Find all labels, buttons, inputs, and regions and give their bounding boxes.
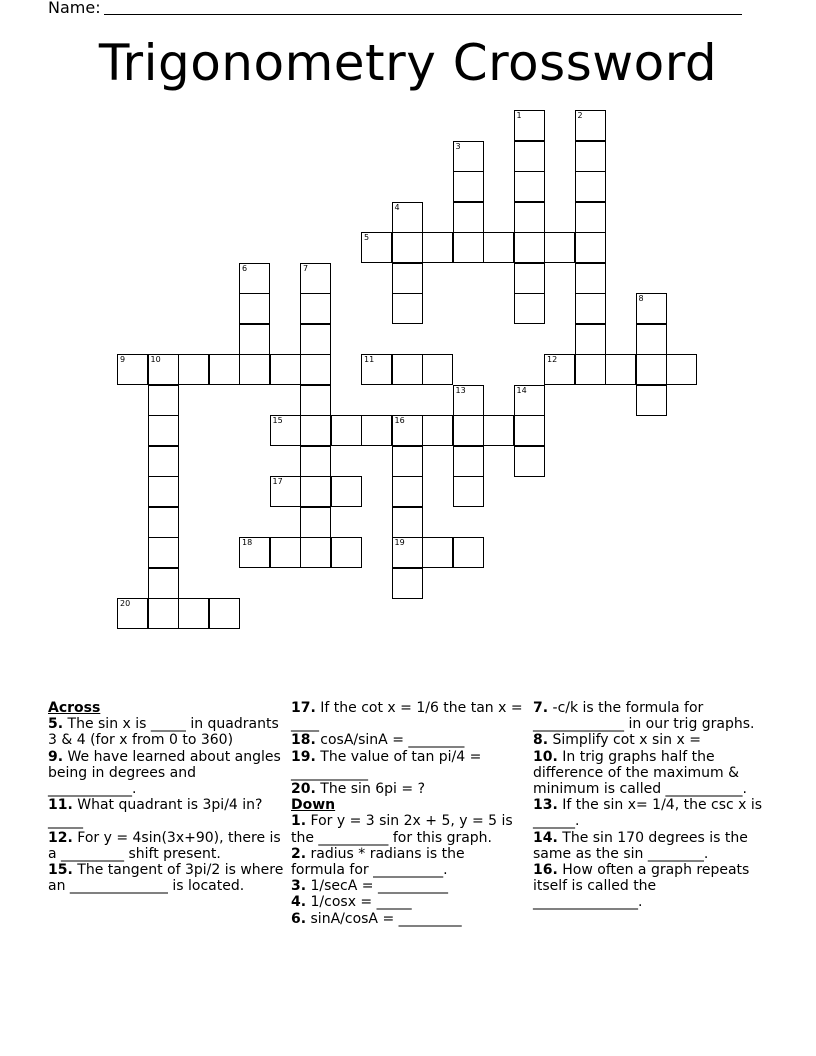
grid-cell[interactable] <box>575 354 606 385</box>
clue-down-8: 8. Simplify cot x sin x = <box>533 732 701 749</box>
grid-cell[interactable] <box>392 507 423 538</box>
grid-cell[interactable] <box>361 232 392 263</box>
clues-column-1 <box>48 700 284 894</box>
grid-cell[interactable] <box>300 446 331 477</box>
clue-down-6: 6. sinA/cosA = _________ <box>291 910 462 927</box>
grid-cell[interactable] <box>117 598 148 629</box>
grid-cell[interactable] <box>148 354 179 385</box>
grid-cell[interactable] <box>331 476 362 507</box>
grid-cell[interactable] <box>453 537 484 568</box>
grid-cell[interactable] <box>300 476 331 507</box>
grid-cell[interactable] <box>575 141 606 172</box>
grid-cell[interactable] <box>209 354 240 385</box>
grid-cell[interactable] <box>453 202 484 233</box>
cell-number: 20 <box>120 599 131 608</box>
grid-cell[interactable] <box>514 232 545 263</box>
grid-cell[interactable] <box>148 415 179 446</box>
grid-cell[interactable] <box>544 354 575 385</box>
clue-across-20: 20. The sin 6pi = ? <box>291 781 426 798</box>
clue-down-10: 10. In trig graphs half the difference of the maximum & minimum is called ___________. <box>533 748 747 798</box>
cell-number: 3 <box>455 141 461 151</box>
grid-cell[interactable] <box>148 446 179 477</box>
cell-number: 12 <box>547 355 558 364</box>
clue-down-2: 2. radius * radians is the formula for __________. <box>291 845 465 879</box>
grid-cell[interactable] <box>178 598 209 629</box>
cell-number: 2 <box>577 111 583 120</box>
grid-cell[interactable] <box>270 415 301 446</box>
clue-down-13: 13. If the sin x= 1/4, the csc x is ______. <box>533 797 763 830</box>
grid-cell[interactable] <box>300 293 331 324</box>
clue-down-16: 16. How often a graph repeats itself is called the _______________. <box>533 862 750 911</box>
grid-cell[interactable] <box>514 263 545 294</box>
grid-cell[interactable] <box>575 232 606 263</box>
grid-cell[interactable] <box>636 354 667 385</box>
down-header: Down <box>291 797 336 814</box>
grid-cell[interactable] <box>453 171 484 202</box>
clue-down-1: 1. For y = 3 sin 2x + 5, y = 5 is the __________ for this graph. <box>291 813 513 846</box>
grid-cell[interactable] <box>453 446 484 477</box>
cell-number: 15 <box>272 416 283 425</box>
grid-cell[interactable] <box>666 354 697 385</box>
grid-cell[interactable] <box>636 385 667 416</box>
grid-cell[interactable] <box>392 232 423 263</box>
grid-cell[interactable] <box>575 324 606 355</box>
grid-cell[interactable] <box>148 476 179 507</box>
grid-cell[interactable] <box>148 507 179 538</box>
grid-cell[interactable] <box>361 415 392 446</box>
clue-across-18: 18. cosA/sinA = ________ <box>291 732 465 749</box>
grid-cell[interactable] <box>483 232 514 263</box>
grid-cell[interactable] <box>300 324 331 355</box>
clues-column-2 <box>291 700 523 927</box>
clue-down-14: 14. The sin 170 degrees is the same as the sin ________. <box>533 829 748 862</box>
grid-cell[interactable] <box>239 537 270 568</box>
grid-cell[interactable] <box>636 293 667 324</box>
grid-cell[interactable] <box>453 141 484 172</box>
grid-cell[interactable] <box>361 354 392 385</box>
grid-cell[interactable] <box>514 171 545 202</box>
clue-across-5: 5. The sin x is _____ in quadrants 3 & 4 (for x from 0 to 360) <box>48 716 279 749</box>
page-title: Trigonometry Crossword <box>98 34 718 92</box>
cell-number: 4 <box>394 202 400 212</box>
grid-cell[interactable] <box>544 232 575 263</box>
clue-across-9: 9. We have learned about angles being in degrees and ____________. <box>48 748 281 798</box>
grid-cell[interactable] <box>422 537 453 568</box>
grid-cell[interactable] <box>392 202 423 233</box>
grid-cell[interactable] <box>148 537 179 568</box>
grid-cell[interactable] <box>239 324 270 355</box>
cell-number: 16 <box>394 416 405 425</box>
grid-cell[interactable] <box>575 293 606 324</box>
clue-across-11: 11. What quadrant is 3pi/4 in? _____ <box>48 797 263 830</box>
clues-column-3 <box>533 700 769 911</box>
grid-cell[interactable] <box>575 263 606 294</box>
grid-cell[interactable] <box>392 537 423 568</box>
grid-cell[interactable] <box>270 537 301 568</box>
grid-cell[interactable] <box>148 598 179 629</box>
cell-number: 13 <box>455 385 466 395</box>
grid-cell[interactable] <box>239 354 270 385</box>
grid-cell[interactable] <box>453 232 484 263</box>
grid-cell[interactable] <box>392 568 423 599</box>
cell-number: 7 <box>303 263 309 273</box>
grid-cell[interactable] <box>483 415 514 446</box>
grid-cell[interactable] <box>392 415 423 446</box>
cell-number: 11 <box>364 355 375 364</box>
grid-cell[interactable] <box>331 537 362 568</box>
grid-cell[interactable] <box>636 324 667 355</box>
grid-cell[interactable] <box>392 263 423 294</box>
grid-cell[interactable] <box>300 263 331 294</box>
grid-cell[interactable] <box>575 171 606 202</box>
clue-across-15: 15. The tangent of 3pi/2 is where an ______________ is located. <box>48 862 284 895</box>
cell-number: 8 <box>638 294 644 303</box>
grid-cell[interactable] <box>514 141 545 172</box>
grid-cell[interactable] <box>148 385 179 416</box>
grid-cell[interactable] <box>300 507 331 538</box>
grid-cell[interactable] <box>514 202 545 233</box>
cell-number: 6 <box>242 263 248 273</box>
clue-down-4: 4. 1/cosx = _____ <box>291 894 412 911</box>
cell-number: 1 <box>516 111 522 120</box>
grid-cell[interactable] <box>117 354 148 385</box>
grid-cell[interactable] <box>239 263 270 294</box>
grid-cell[interactable] <box>575 110 606 141</box>
grid-cell[interactable] <box>514 446 545 477</box>
grid-cell[interactable] <box>209 598 240 629</box>
cell-number: 17 <box>272 477 283 486</box>
grid-cell[interactable] <box>300 354 331 385</box>
cell-number: 10 <box>150 355 161 364</box>
cell-number: 9 <box>120 355 126 364</box>
grid-cell[interactable] <box>514 415 545 446</box>
grid-cell[interactable] <box>331 415 362 446</box>
grid-cell[interactable] <box>422 415 453 446</box>
grid-cell[interactable] <box>392 476 423 507</box>
grid-cell[interactable] <box>300 537 331 568</box>
grid-cell[interactable] <box>148 568 179 599</box>
grid-cell[interactable] <box>422 232 453 263</box>
clue-down-3: 3. 1/secA = __________ <box>291 878 448 895</box>
grid-cell[interactable] <box>514 385 545 416</box>
clue-across-12: 12. For y = 4sin(3x+90), there is a _________ shift present. <box>48 829 281 862</box>
grid-cell[interactable] <box>300 385 331 416</box>
cell-number: 5 <box>364 233 370 242</box>
grid-cell[interactable] <box>392 354 423 385</box>
grid-cell[interactable] <box>239 293 270 324</box>
grid-cell[interactable] <box>178 354 209 385</box>
grid-cell[interactable] <box>453 385 484 416</box>
grid-cell[interactable] <box>453 476 484 507</box>
clue-across-19: 19. The value of tan pi/4 = ___________ <box>291 748 482 781</box>
grid-cell[interactable] <box>300 415 331 446</box>
grid-cell[interactable] <box>514 293 545 324</box>
grid-cell[interactable] <box>453 415 484 446</box>
grid-cell[interactable] <box>270 476 301 507</box>
grid-cell[interactable] <box>575 202 606 233</box>
grid-cell[interactable] <box>605 354 636 385</box>
cell-number: 14 <box>516 385 527 395</box>
grid-cell[interactable] <box>514 110 545 141</box>
across-header: Across <box>48 700 101 716</box>
grid-cell[interactable] <box>392 446 423 477</box>
grid-cell[interactable] <box>392 293 423 324</box>
cell-number: 19 <box>394 538 405 547</box>
grid-cell[interactable] <box>270 354 301 385</box>
grid-cell[interactable] <box>422 354 453 385</box>
clue-down-7: 7. -c/k is the formula for _____________ in our trig graphs. <box>533 700 755 733</box>
name-label: Name: <box>48 0 101 17</box>
clue-across-17: 17. If the cot x = 1/6 the tan x = ____ <box>291 700 523 733</box>
cell-number: 18 <box>242 538 253 547</box>
